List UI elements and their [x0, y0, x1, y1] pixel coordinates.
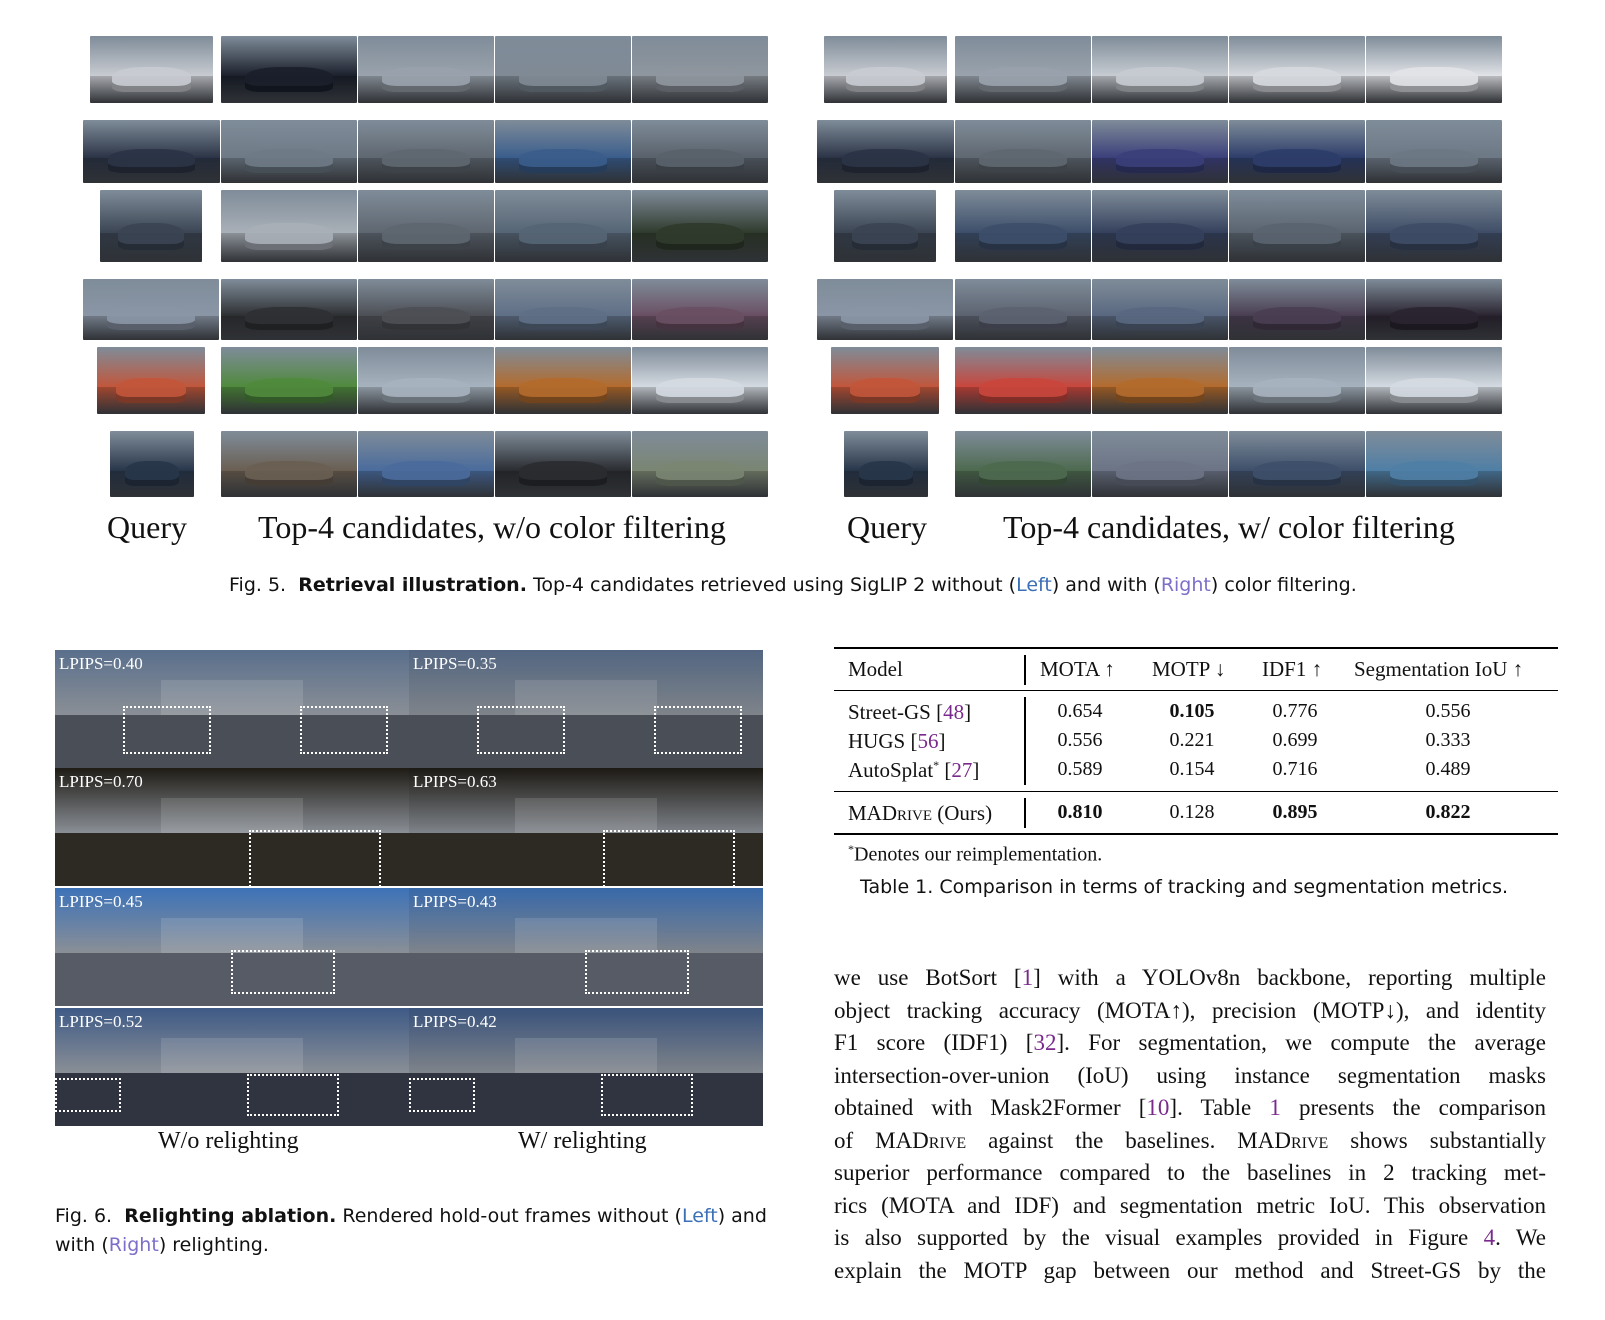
candidate-image [632, 431, 768, 497]
right-candidates-label: Top-4 candidates, w/ color filtering [1003, 509, 1455, 545]
table-body-divider [1024, 697, 1026, 785]
right-link[interactable]: Right [108, 1234, 159, 1256]
caption-text: ) and [717, 1205, 767, 1227]
lpips-label: LPIPS=0.35 [413, 654, 497, 673]
body-paragraph [834, 962, 1546, 1287]
vehicle-bounding-box [123, 706, 211, 754]
table-cell: 0.589 [1057, 758, 1103, 780]
query-image [100, 190, 202, 262]
citation-link[interactable]: 56 [917, 729, 939, 753]
query-image [110, 431, 194, 497]
candidate-image [1092, 190, 1228, 262]
text-line: F1 score (IDF1) [32]. For segmentation, we compute the average [834, 1030, 1546, 1055]
candidate-image [221, 347, 357, 414]
text-line: object tracking accuracy (MOTA↑), precision (MOTP↓), and identity [834, 997, 1546, 1023]
lpips-label: LPIPS=0.42 [413, 1012, 497, 1031]
candidate-image [221, 190, 357, 262]
candidate-image [358, 120, 494, 183]
lpips-label: LPIPS=0.52 [59, 1012, 143, 1031]
text-line: of MADrive against the baselines. MADrive shows substantially [834, 1127, 1546, 1153]
scene-with-relighting [409, 1008, 763, 1126]
candidate-image [1229, 120, 1365, 183]
lpips-label: LPIPS=0.43 [413, 892, 497, 911]
candidate-image [358, 190, 494, 262]
vehicle-bounding-box [55, 1078, 121, 1112]
query-image [817, 120, 954, 183]
candidate-image [358, 347, 494, 414]
candidate-image [1229, 279, 1365, 340]
scene-without-relighting [55, 1008, 409, 1126]
candidate-image [1092, 279, 1228, 340]
left-link[interactable]: Left [1016, 574, 1052, 596]
without-relighting-label: W/o relighting [158, 1128, 299, 1154]
citation-link[interactable]: 1 [1269, 1095, 1281, 1120]
candidate-image [221, 120, 357, 183]
citation-link[interactable]: 1 [1021, 965, 1034, 990]
caption-title: Relighting ablation. [124, 1205, 337, 1227]
scene-with-relighting [409, 650, 763, 768]
lpips-label: LPIPS=0.40 [59, 654, 143, 673]
candidate-image [221, 431, 357, 497]
table-cell: 0.128 [1169, 801, 1215, 823]
left-link[interactable]: Left [681, 1205, 718, 1227]
candidate-image [221, 279, 357, 340]
candidate-image [632, 347, 768, 414]
text-line: is also supported by the visual examples provided in Figure 4. We [834, 1225, 1546, 1250]
candidate-image [1092, 36, 1228, 103]
lpips-label: LPIPS=0.70 [59, 772, 143, 791]
caption-text: with ( [55, 1234, 109, 1256]
scene-with-relighting [409, 888, 763, 1006]
table-bottom-rule [834, 833, 1558, 835]
table-column-header: Segmentation IoU ↑ [1354, 657, 1524, 681]
text-line: we use BotSort [1] with a YOLOv8n backbone, reporting multiple [834, 965, 1547, 990]
candidate-image [955, 347, 1091, 414]
figure6-caption [55, 1202, 767, 1260]
candidate-image [632, 279, 768, 340]
table-cell: 0.221 [1169, 729, 1215, 751]
vehicle-bounding-box [249, 830, 381, 886]
vehicle-bounding-box [601, 1074, 693, 1116]
table-footnote [848, 842, 1102, 867]
candidate-image [955, 279, 1091, 340]
candidate-image [495, 120, 631, 183]
citation-link[interactable]: 10 [1146, 1095, 1170, 1120]
candidate-image [358, 431, 494, 497]
query-image [90, 36, 213, 103]
candidate-image [495, 36, 631, 103]
query-image [834, 190, 936, 262]
query-image [831, 347, 939, 414]
candidate-image [955, 431, 1091, 497]
candidate-image [1092, 347, 1228, 414]
candidate-image [221, 36, 357, 103]
left-query-label: Query [107, 509, 187, 545]
text-line: intersection-over-union (IoU) using instance segmentation masks [834, 1062, 1546, 1088]
candidate-image [1366, 190, 1502, 262]
candidate-image [358, 36, 494, 103]
table-cell: 0.654 [1057, 700, 1103, 722]
citation-link[interactable]: 32 [1033, 1030, 1057, 1055]
table-mid-rule [834, 791, 1558, 792]
table-column-header: MOTA ↑ [1040, 657, 1115, 681]
table-row-model: HUGS [56] [848, 729, 946, 753]
caption-text: Top-4 candidates retrieved using SigLIP 2 without ( [526, 574, 1017, 596]
citation-link[interactable]: 4 [1483, 1225, 1496, 1250]
table-header-divider [1024, 655, 1026, 685]
scene-without-relighting [55, 650, 409, 768]
query-image [97, 347, 205, 414]
vehicle-bounding-box [654, 706, 742, 754]
vehicle-bounding-box [231, 950, 335, 994]
query-image [817, 279, 953, 340]
candidate-image [955, 190, 1091, 262]
candidate-image [1229, 347, 1365, 414]
candidate-image [1092, 120, 1228, 183]
scene-without-relighting [55, 768, 409, 886]
candidate-image [955, 36, 1091, 103]
caption-text: ) color filtering. [1210, 574, 1357, 596]
candidate-image [955, 120, 1091, 183]
text-line: obtained with Mask2Former [10]. Table 1 presents the comparison [834, 1095, 1546, 1120]
citation-link[interactable]: 27 [951, 758, 973, 782]
right-link[interactable]: Right [1160, 574, 1211, 596]
table-top-rule [834, 647, 1558, 649]
candidate-image [1366, 36, 1502, 103]
candidate-image [1229, 190, 1365, 262]
text-line: explain the MOTP gap between our method and Street-GS by the [834, 1257, 1546, 1283]
citation-link[interactable]: 48 [943, 700, 965, 724]
with-relighting-label: W/ relighting [518, 1128, 647, 1154]
table-ours-divider [1024, 798, 1026, 828]
vehicle-bounding-box [477, 706, 565, 754]
caption-title: Retrieval illustration. [298, 574, 527, 596]
vehicle-bounding-box [247, 1074, 339, 1116]
candidate-image [358, 279, 494, 340]
scene-with-relighting [409, 768, 763, 886]
candidate-image [495, 279, 631, 340]
candidate-image [1092, 431, 1228, 497]
candidate-image [495, 347, 631, 414]
candidate-image [1366, 120, 1502, 183]
vehicle-bounding-box [603, 830, 735, 886]
figure5-caption [229, 574, 1357, 596]
table-column-header: Model [848, 657, 903, 681]
table-cell: 0.556 [1057, 729, 1103, 751]
candidate-image [1366, 279, 1502, 340]
query-image [83, 120, 220, 183]
caption-prefix: Fig. 5. [229, 574, 287, 596]
lpips-label: LPIPS=0.45 [59, 892, 143, 911]
caption-text: ) relighting. [158, 1234, 269, 1256]
table-cell: 0.489 [1425, 758, 1471, 780]
query-image [844, 431, 928, 497]
vehicle-bounding-box [409, 1078, 475, 1112]
table-cell: 0.895 [1272, 801, 1318, 823]
candidate-image [632, 36, 768, 103]
query-image [824, 36, 947, 103]
candidate-image [1229, 36, 1365, 103]
table-cell: 0.822 [1425, 801, 1471, 823]
left-candidates-label: Top-4 candidates, w/o color filtering [258, 509, 726, 545]
caption-text: ) and with ( [1051, 574, 1161, 596]
candidate-image [632, 190, 768, 262]
table-row-model: Street-GS [48] [848, 700, 972, 724]
vehicle-bounding-box [300, 706, 388, 754]
table-column-header: MOTP ↓ [1152, 657, 1226, 681]
candidate-image [632, 120, 768, 183]
footnote-text: Denotes our reimplementation. [854, 843, 1103, 866]
table-cell: 0.776 [1272, 700, 1318, 722]
candidate-image [495, 190, 631, 262]
table-column-header: IDF1 ↑ [1262, 657, 1323, 681]
table-row-ours: MADrive (Ours) [848, 801, 993, 825]
caption-prefix: Fig. 6. [55, 1205, 113, 1227]
candidate-image [495, 431, 631, 497]
text-line: superior performance compared to the baselines in 2 tracking met- [834, 1160, 1546, 1185]
scene-without-relighting [55, 888, 409, 1006]
vehicle-bounding-box [585, 950, 689, 994]
table-caption: Table 1. Comparison in terms of tracking and segmentation metrics. [860, 876, 1509, 898]
candidate-image [1366, 347, 1502, 414]
caption-text: Rendered hold-out frames without ( [336, 1205, 682, 1227]
candidate-image [1229, 431, 1365, 497]
table-cell: 0.333 [1425, 729, 1471, 751]
table-cell: 0.716 [1272, 758, 1318, 780]
table-cell: 0.699 [1272, 729, 1318, 751]
table-cell: 0.154 [1169, 758, 1215, 780]
lpips-label: LPIPS=0.63 [413, 772, 497, 791]
right-query-label: Query [847, 509, 927, 545]
text-line: rics (MOTA and IDF) and segmentation metric IoU. This observation [834, 1192, 1546, 1218]
table-header-rule [834, 690, 1558, 691]
footnote-mark: * [848, 842, 854, 856]
table-cell: 0.810 [1057, 801, 1103, 823]
candidate-image [1366, 431, 1502, 497]
table-row-model: AutoSplat* [27] [848, 758, 980, 782]
table-cell: 0.556 [1425, 700, 1471, 722]
query-image [83, 279, 219, 340]
table-cell: 0.105 [1169, 700, 1215, 722]
